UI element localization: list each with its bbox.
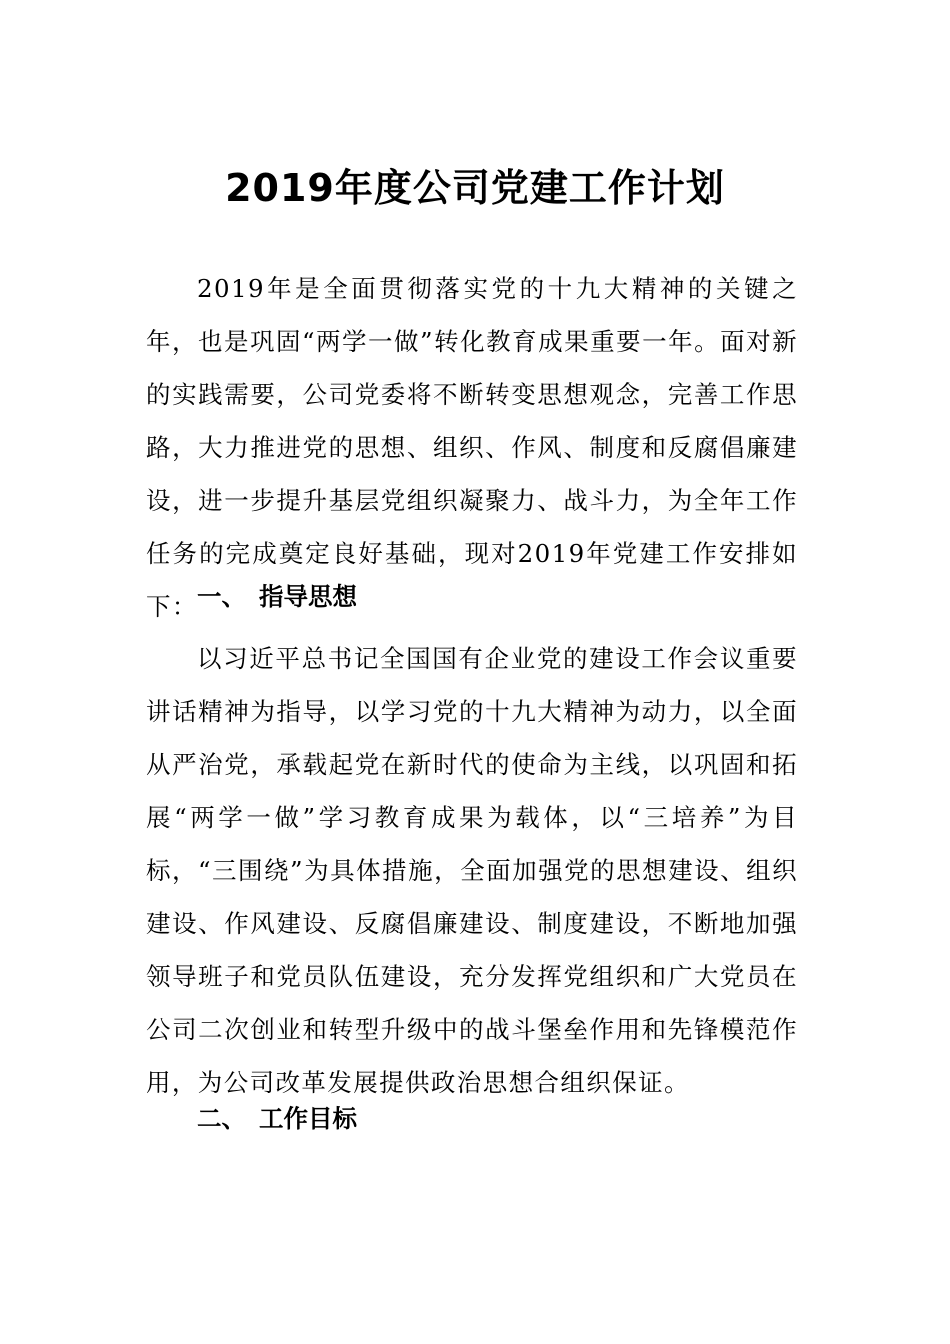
intro-paragraph: 2019年是全面贯彻落实党的十九大精神的关键之年，也是巩固“两学一做”转化教育成果重要一年。面对新的实践需要，公司党委将不断转变思想观念，完善工作思路，大力推进党的思想、组织、作风、制度和反腐倡廉建设，进一步提升基层党组织凝聚力、战斗力，为全年工作任务的完成奠定良好基础，现对2019年党建工作安排如下： bbox=[146, 274, 798, 621]
section-heading-text: 工作目标 bbox=[259, 1104, 357, 1133]
section-number: 一、 bbox=[197, 582, 246, 611]
section-heading-guiding-ideology bbox=[197, 577, 357, 617]
section-number: 二、 bbox=[197, 1104, 246, 1133]
guiding-ideology-paragraph: 以习近平总书记全国国有企业党的建设工作会议重要讲话精神为指导，以学习党的十九大精神为动力，以全面从严治党，承载起党在新时代的使命为主线，以巩固和拓展“两学一做”学习教育成果为载体，以“三培养”为目标，“三围绕”为具体措施，全面加强党的思想建设、组织建设、作风建设、反腐倡廉建设、制度建设，不断地加强领导班子和党员队伍建设，充分发挥党组织和广大党员在公司二次创业和转型升级中的战斗堡垒作用和先锋模范作用，为公司改革发展提供政治思想合组织保证。 bbox=[146, 644, 798, 1097]
document-title: 2019年度公司党建工作计划 bbox=[225, 166, 725, 210]
section-heading-text: 指导思想 bbox=[259, 582, 357, 611]
section-heading-work-goals bbox=[197, 1099, 357, 1139]
